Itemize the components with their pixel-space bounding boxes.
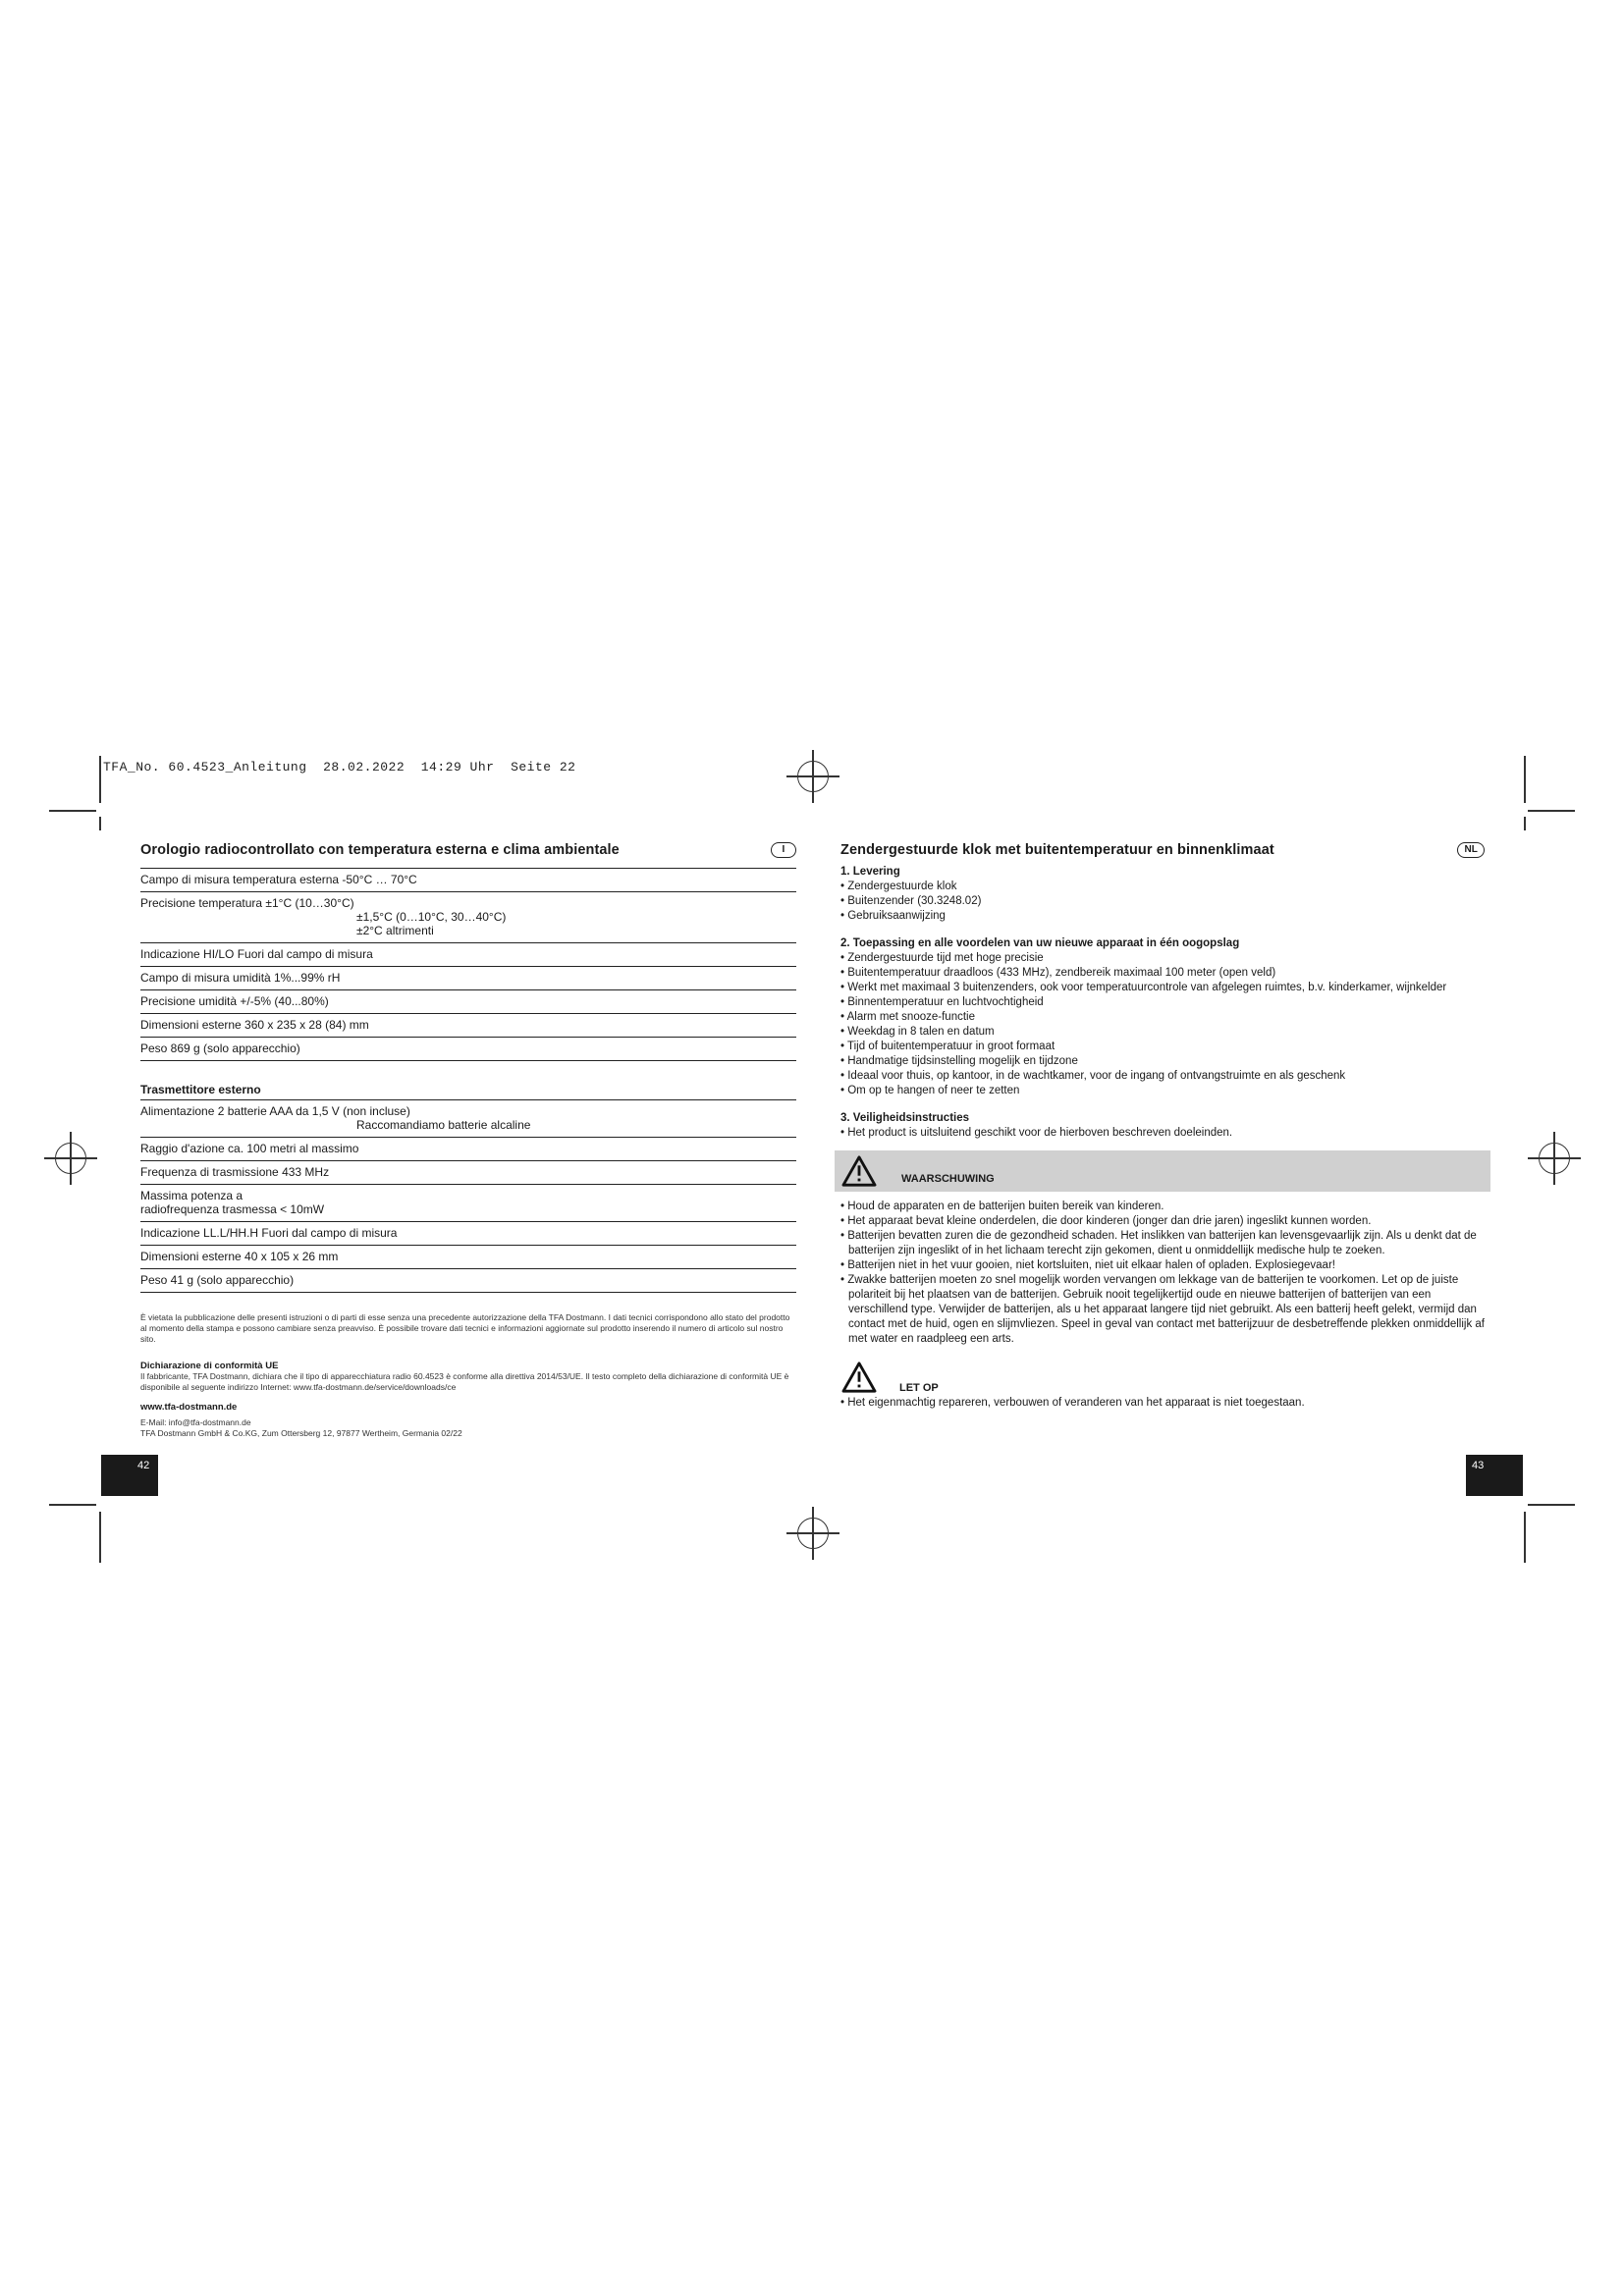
crop-mark bbox=[1524, 817, 1526, 830]
list-item: • Het eigenmachtig repareren, verbouwen of veranderen van het apparaat is niet toegestaan. bbox=[840, 1396, 1485, 1411]
list-item: • Zendergestuurde tijd met hoge precisie bbox=[840, 951, 1485, 966]
warning-label: WAARSCHUWING bbox=[901, 1173, 995, 1185]
crop-mark bbox=[1528, 810, 1575, 812]
warning-list bbox=[840, 1200, 1485, 1347]
right-page-title: Zendergestuurde klok met buitentemperatuur en binnenklimaat bbox=[840, 842, 1274, 858]
page-number-right: 43 bbox=[1466, 1455, 1523, 1496]
crop-mark bbox=[99, 817, 101, 830]
list-item: • Tijd of buitentemperatuur in groot formaat bbox=[840, 1040, 1485, 1054]
spec-row: Raggio d'azione ca. 100 metri al massimo bbox=[140, 1138, 796, 1161]
list-item: • Zwakke batterijen moeten zo snel mogelijk worden vervangen om lekkage van de batterijen te voorkomen. Let op de juiste polariteit bij het plaatsen van de batterijen. Gebruik nooit tegelijkertijd oude en nieuwe batterijen of batterijen van een verschillend type. Verwijder de batterijen, als u het apparaat langere tijd niet gebruikt. Als een batterij heeft gelekt, vermijd dan contact met de huid, ogen en slijmvliezen. Speel in geval van contact met batterijzuur de desbetreffende plekken onmiddellijk af met water en raadpleeg een arts. bbox=[840, 1273, 1485, 1347]
list-item: • Om op te hangen of neer te zetten bbox=[840, 1084, 1485, 1098]
caution-triangle-icon bbox=[840, 1361, 878, 1394]
spec-row: Dimensioni esterne 360 x 235 x 28 (84) mm bbox=[140, 1014, 796, 1038]
spec-row: Campo di misura umidità 1%...99% rH bbox=[140, 967, 796, 990]
spec-row: Precisione umidità +/-5% (40...80%) bbox=[140, 990, 796, 1014]
crop-mark bbox=[99, 756, 101, 803]
list-item: • Gebruiksaanwijzing bbox=[840, 909, 1485, 924]
section-heading-features: 2. Toepassing en alle voordelen van uw nieuwe apparaat in één oogopslag bbox=[840, 937, 1240, 949]
spec-row: Dimensioni esterne 40 x 105 x 26 mm bbox=[140, 1246, 796, 1269]
spec-row: Peso 41 g (solo apparecchio) bbox=[140, 1269, 796, 1293]
crop-mark bbox=[1524, 1512, 1526, 1563]
list-item: • Alarm met snooze-functie bbox=[840, 1010, 1485, 1025]
print-slug: TFA_No. 60.4523_Anleitung 28.02.2022 14:29 Uhr Seite 22 bbox=[103, 760, 576, 774]
list-item: • Buitentemperatuur draadloos (433 MHz), zendbereik maximaal 100 meter (open veld) bbox=[840, 966, 1485, 981]
company-address: TFA Dostmann GmbH & Co.KG, Zum Ottersberg 12, 97877 Wertheim, Germania 02/22 bbox=[140, 1428, 462, 1438]
list-item: • Het product is uitsluitend geschikt voor de hierboven beschreven doeleinden. bbox=[840, 1126, 1485, 1141]
registration-mark-bottom bbox=[797, 1518, 829, 1549]
spec-row: Massima potenza a radiofrequenza trasmessa < 10mW bbox=[140, 1185, 796, 1222]
caution-label: LET OP bbox=[899, 1382, 939, 1394]
list-item: • Werkt met maximaal 3 buitenzenders, ook voor temperatuurcontrole van afgelegen ruimtes, b.v. kinderkamer, wijnkelder bbox=[840, 981, 1485, 995]
spec-row: Peso 869 g (solo apparecchio) bbox=[140, 1038, 796, 1061]
caution-list bbox=[840, 1396, 1485, 1411]
spec-row: Campo di misura temperatura esterna -50°C … 70°C bbox=[140, 869, 796, 892]
disclaimer-text: È vietata la pubblicazione delle presenti istruzioni o di parti di esse senza una precedente autorizzazione della TFA Dostmann. I dati tecnici corrispondono allo stato del prodotto al momento della stampa e possono cambiare senza preavviso. È possibile trovare dati tecnici e informazioni aggiornate sul prodotto inserendo il numero di articolo sul nostro sito. bbox=[140, 1312, 790, 1344]
warning-triangle-icon bbox=[840, 1154, 878, 1188]
caution-heading-row bbox=[840, 1361, 1485, 1394]
spec-row: Frequenza di trasmissione 433 MHz bbox=[140, 1161, 796, 1185]
registration-mark-right bbox=[1539, 1143, 1570, 1174]
crop-mark bbox=[49, 1504, 96, 1506]
language-badge-nl: NL bbox=[1457, 842, 1485, 858]
list-item: • Ideaal voor thuis, op kantoor, in de wachtkamer, voor de ingang of ontvangstruimte en als geschenk bbox=[840, 1069, 1485, 1084]
registration-mark-top bbox=[797, 761, 829, 792]
list-item: • Batterijen bevatten zuren die de gezondheid schaden. Het inslikken van batterijen kan levensgevaarlijk zijn. Als u denkt dat de batterijen zijn ingeslikt of in het lichaam terecht zijn gekomen, dient u onmiddellijk medische hulp te zoeken. bbox=[840, 1229, 1485, 1258]
list-item: • Binnentemperatuur en luchtvochtigheid bbox=[840, 995, 1485, 1010]
left-page-title: Orologio radiocontrollato con temperatura esterna e clima ambientale bbox=[140, 842, 620, 858]
spec-row: Indicazione LL.L/HH.H Fuori dal campo di misura bbox=[140, 1222, 796, 1246]
section-heading-safety: 3. Veiligheidsinstructies bbox=[840, 1112, 970, 1124]
spec-row: Alimentazione 2 batterie AAA da 1,5 V (non incluse) Raccomandiamo batterie alcaline bbox=[140, 1100, 796, 1138]
list-item: • Houd de apparaten en de batterijen buiten bereik van kinderen. bbox=[840, 1200, 1485, 1214]
page-number-left: 42 bbox=[101, 1455, 158, 1496]
left-page bbox=[140, 842, 796, 1439]
spec-row: Indicazione HI/LO Fuori dal campo di misura bbox=[140, 943, 796, 967]
list-item: • Batterijen niet in het vuur gooien, niet kortsluiten, niet uit elkaar halen of opladen. Explosiegevaar! bbox=[840, 1258, 1485, 1273]
website-link[interactable]: www.tfa-dostmann.de bbox=[140, 1402, 238, 1413]
list-item: • Weekdag in 8 talen en datum bbox=[840, 1025, 1485, 1040]
crop-mark bbox=[1524, 756, 1526, 803]
declaration-text: Il fabbricante, TFA Dostmann, dichiara che il tipo di apparecchiatura radio 60.4523 è conforme alla direttiva 2014/53/UE. Il testo completo della dichiarazione di conformità UE è disponibile al seguente indirizzo Internet: www.tfa-dostmann.de/service/downloads/ce bbox=[140, 1371, 789, 1392]
list-item: • Zendergestuurde klok bbox=[840, 880, 1485, 894]
contact-email: E-Mail: info@tfa-dostmann.de bbox=[140, 1417, 251, 1427]
delivery-list bbox=[840, 880, 1485, 924]
left-title-row bbox=[140, 842, 796, 858]
section-heading-delivery: 1. Levering bbox=[840, 866, 900, 878]
right-page bbox=[840, 842, 1485, 1411]
crop-mark bbox=[99, 1512, 101, 1563]
transmitter-heading: Trasmettitore esterno bbox=[140, 1083, 261, 1096]
spec-table-transmitter bbox=[140, 1099, 796, 1293]
spec-table-clock bbox=[140, 868, 796, 1061]
crop-mark bbox=[49, 810, 96, 812]
warning-banner bbox=[835, 1150, 1490, 1192]
declaration-heading: Dichiarazione di conformità UE bbox=[140, 1361, 279, 1371]
right-title-row bbox=[840, 842, 1485, 858]
crop-mark bbox=[1528, 1504, 1575, 1506]
spec-row: Precisione temperatura ±1°C (10…30°C) ±1,5°C (0…10°C, 30…40°C) ±2°C altrimenti bbox=[140, 892, 796, 943]
features-list bbox=[840, 951, 1485, 1098]
language-badge-it: I bbox=[771, 842, 796, 858]
list-item: • Buitenzender (30.3248.02) bbox=[840, 894, 1485, 909]
safety-list bbox=[840, 1126, 1485, 1141]
list-item: • Het apparaat bevat kleine onderdelen, die door kinderen (jonger dan drie jaren) ingeslikt kunnen worden. bbox=[840, 1214, 1485, 1229]
list-item: • Handmatige tijdsinstelling mogelijk en tijdzone bbox=[840, 1054, 1485, 1069]
registration-mark-left bbox=[55, 1143, 86, 1174]
